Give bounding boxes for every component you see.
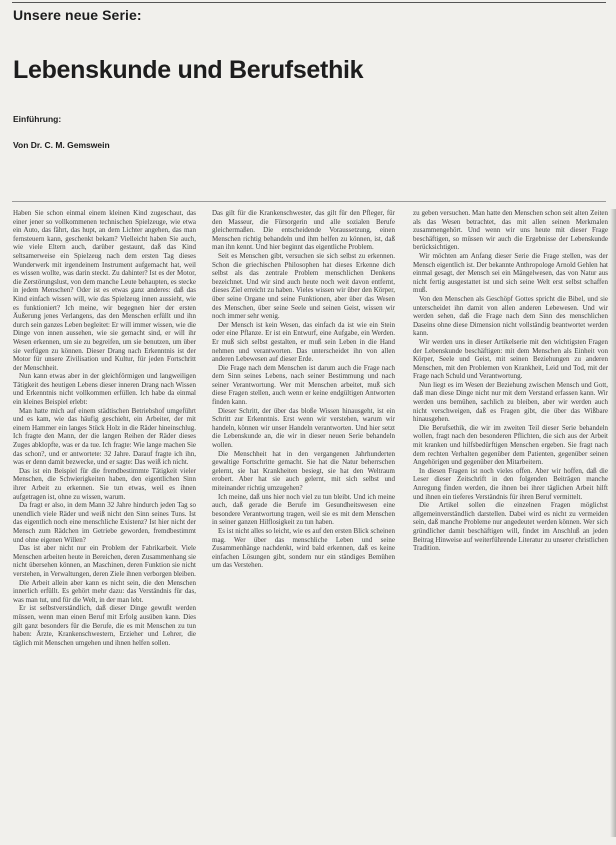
body-paragraph: Seit es Menschen gibt, versuchen sie sich selbst zu erkennen. Schon die griechischen Philosophen hat dieses Erkenne dich selbst als das zentrale Problem menschlichen Denkens bezeichnet. Und wir sind auch heute noch weit davon entfernt, dieses Ziel erreicht zu haben. Vieles wissen wir über den Körper, über seine Organe und seine Funktionen, aber über das Wesen des Menschen, über seine Seele und seinen Geist, wissen wir noch immer sehr wenig. [212,251,395,321]
body-paragraph: Ich meine, daß uns hier noch viel zu tun bleibt. Und ich meine auch, daß gerade die Berufe im Gesundheitswesen eine besondere Verantwortung tragen, weil sie es mit dem Menschen in seiner ganzen Hilflosigkeit zu tun haben. [212,492,395,527]
body-paragraph: Dieser Schritt, der über das bloße Wissen hinausgeht, ist ein Schritt zur Erkenntnis. Erst wenn wir verstehen, warum wir handeln, können wir unser Handeln verantworten. Und hier setzt die Lebenskunde an, die wir in dieser neuen Serie behandeln wollen. [212,406,395,450]
body-paragraph: Man hatte mich auf einem städtischen Betriebshof umgeführt und es kam, wie das häufig geschieht, ein Arbeiter, der mit einem Hammer ein langes Stück Holz in die Räder hineinschlug. Ich fragte den Mann, der die langen Reihen der Räder dieses Zuges abklopfte, was er da tue. Ich fragte: Wie lange machen Sie das schon?, und er antwortete: 32 Jahre. Darauf fragte ich ihn, was er denn damit bezwecke, und er sagte: Das weiß ich nicht. [13,406,196,467]
body-paragraph: Das ist aber nicht nur ein Problem der Fabrikarbeit. Viele Menschen arbeiten heute in Bereichen, deren Zusammenhang sie nicht übersehen können, an Maschinen, deren Funktion sie nicht verstehen, in Verwaltungen, deren Ziele ihnen verborgen bleiben. [13,544,196,578]
page-edge-shadow [610,209,616,837]
body-paragraph: Die Artikel sollen die einzelnen Fragen möglichst allgemeinverständlich darstellen. Dabei wird es nicht zu vermeiden sein, daß manche Probleme nur angedeutet werden können. Wer sich gründlicher damit beschäftigen will, findet im Anschluß an jeden Beitrag Hinweise auf weiterführende Literatur zu unserer christlichen Tradition. [413,501,608,553]
body-paragraph: Der Mensch ist kein Wesen, das einfach da ist wie ein Stein oder eine Pflanze. Er ist ein Entwurf, eine Aufgabe, ein Werden. Er muß sich selbst gestalten, er muß sein Leben in die Hand nehmen und verantworten. Das unterscheidet ihn von allen anderen Lebewesen auf dieser Erde. [212,320,395,364]
body-paragraph: Wir möchten am Anfang dieser Serie die Frage stellen, was der Mensch eigentlich ist. Der bekannte Anthropologe Arnold Gehlen hat einmal gesagt, der Mensch sei ein Mängelwesen, das von Natur aus nicht fertig ausgestattet ist und sich seine Welt erst selbst schaffen muß. [413,251,608,295]
body-paragraph: Die Frage nach dem Menschen ist darum auch die Frage nach dem Sinn seines Lebens, nach seiner Bestimmung und nach seiner Verantwortung. Wer mit Menschen arbeitet, muß sich diese Fragen stellen, auch wenn er keine endgültigen Antworten finden kann. [212,363,395,407]
series-label: Unsere neue Serie: [13,7,142,23]
body-paragraph: Das gilt für die Krankenschwester, das gilt für den Pfleger, für den Masseur, die Fürsorgerin und alle sozialen Berufe gleichermaßen. Die entscheidende Voraussetzung, einen Menschen richtig behandeln und ihm helfen zu können, ist, daß man ihn kennt. Und hier beginnt das eigentliche Problem. [212,209,395,252]
header-divider [12,201,606,202]
section-label: Einführung: [13,114,62,124]
body-paragraph: In diesen Fragen ist noch vieles offen. Aber wir hoffen, daß die Leser dieser Zeitschrift in den folgenden Beiträgen manche Anregung finden werden, die ihnen bei ihrer täglichen Arbeit hilft und ihnen ein tieferes Verständnis für ihren Beruf vermittelt. [413,466,608,501]
body-paragraph: zu geben versuchen. Man hatte den Menschen schon seit alten Zeiten als das Wesen betrachtet, das mit allen seinen Merkmalen zusammengehört. Und wenn wir uns heute mit dieser Frage beschäftigen, so müssen wir auch die Ergebnisse der Lebenskunde berücksichtigen. [413,209,608,252]
body-paragraph: Da fragt er also, in dem Mann 32 Jahre hindurch jeden Tag so unendlich viele Räder und weiß nicht den Sinn seines Tuns. Ist das eigentlich noch eine menschliche Existenz? Ist hier nicht der Mensch zum Rädchen im Getriebe geworden, fremdbestimmt und ohne eigenen Willen? [13,501,196,544]
body-paragraph: Nun kann etwas aber in der gleichförmigen und langweiligen Tätigkeit des heutigen Lebens dieser inneren Drang nach Wissen und Erkenntnis nicht vollkommen erfüllen. Ich habe da einmal ein kleines Beispiel erlebt: [13,372,196,407]
body-paragraph: Die Arbeit allein aber kann es nicht sein, die den Menschen innerlich erfüllt. Es gehört mehr dazu: das Verständnis für das, was man tut, und für die Welt, in der man lebt. [13,578,196,604]
body-paragraph: Die Berufsethik, die wir im zweiten Teil dieser Serie behandeln wollen, fragt nach den besonderen Pflichten, die sich aus der Arbeit mit kranken und hilfsbedürftigen Menschen ergeben. Sie fragt nach dem rechten Verhalten gegenüber dem Patienten, gegenüber seinen Angehörigen und gegenüber den Mitarbeitern. [413,423,608,467]
body-paragraph: Von den Menschen als Geschöpf Gottes spricht die Bibel, und sie unterscheidet ihn damit von allen anderen Lebewesen. Und wir werden sehen, daß die Frage nach dem Sinn des menschlichen Daseins ohne diese Dimension nicht vollständig beantwortet werden kann. [413,294,608,338]
body-paragraph: Haben Sie schon einmal einem kleinen Kind zugeschaut, das einer jener so vollkommenen technischen Spielzeuge, wie etwa ein Auto, das fährt, das hupt, an dem Lichter angehen, das man fernsteuern kann, geschenkt bekam? Vielleicht haben Sie auch, wie viele Eltern auch, darüber gestaunt, daß das Kind seltsamerweise ein Spielzeug nach dem ersten Tag dieses Wunderwerk mit irgendeinem Instrument aufgemacht hat, weil es wissen wollte, was darin steckt. Zu dahinter? Ist es der Motor, die Zerstörungslust, von dem manche Leute behaupten, es stecke in jedem Menschen? Oder ist es etwas ganz anderes: daß das Kind einfach wissen will, wie das Spielzeug innen aussieht, wie es funktioniert? Ich meine, wir begegnen hier der ersten Äußerung jenes Verlangens, das den Menschen erfüllt und ihn durch sein ganzes Leben begleitet: Er will immer wissen, wie die Dinge von innen aussehen, wie sie gemacht sind, er will ihr Wesen erkennen, um sie zu begreifen, um sie benutzen, um über sie verfügen zu können. Dieser Drang nach Erkenntnis ist der Motor für unsere Zivilisation und Kultur, für jeden Fortschritt der Menschheit. [13,209,196,372]
body-paragraph: Nun liegt es im Wesen der Beziehung zwischen Mensch und Gott, daß man diese Dinge nicht nur mit dem Verstand erfassen kann. Wir werden uns bemühen, sachlich zu bleiben, aber wir werden auch nicht verschweigen, daß es Fragen gibt, die über das Wißbare hinausgehen. [413,380,608,424]
text-column-2 [212,209,395,837]
author-byline: Von Dr. C. M. Gemswein [13,140,110,150]
top-rule [12,2,606,3]
text-column-1 [13,209,196,837]
article-title: Lebenskunde und Berufsethik [13,56,364,84]
body-paragraph: Er ist selbstverständlich, daß dieser Dinge gewußt werden müssen, wenn man einen Beruf mit Erfolg ausüben kann. Dies gilt ganz besonders für die Berufe, die es mit Menschen zu tun haben: Ärzte, Krankenschwestern, Erzieher und Lehrer, die täglich mit Menschen umgehen und ihnen helfen sollen. [13,604,196,647]
text-column-3 [413,209,608,837]
body-paragraph: Wir werden uns in dieser Artikelserie mit den wichtigsten Fragen der Lebenskunde beschäftigen: mit dem Menschen als Einheit von Körper, Seele und Geist, mit seinen Beziehungen zu anderen Menschen, mit den Problemen von Krankheit, Leid und Tod, mit der Frage nach Schuld und Verantwortung. [413,337,608,381]
body-paragraph: Es ist nicht alles so leicht, wie es auf den ersten Blick scheinen mag. Wer über das menschliche Leben und seine Zusammenhänge nachdenkt, wird bald erkennen, daß es keine einfachen Lösungen gibt, sondern nur ein ständiges Bemühen um das Verstehen. [212,526,395,570]
body-paragraph: Das ist ein Beispiel für die fremdbestimmte Tätigkeit vieler Menschen, die Schwierigkeiten haben, den eigentlichen Sinn ihrer Arbeit zu erkennen. Sie tun etwas, weil es ihnen aufgetragen ist, ohne zu wissen, warum. [13,466,196,501]
body-paragraph: Die Menschheit hat in den vergangenen Jahrhunderten gewaltige Fortschritte gemacht. Sie hat die Natur beherrschen gelernt, sie hat Krankheiten besiegt, sie hat den Weltraum erobert. Aber hat sie auch gelernt, mit sich selbst und miteinander richtig umzugehen? [212,449,395,492]
